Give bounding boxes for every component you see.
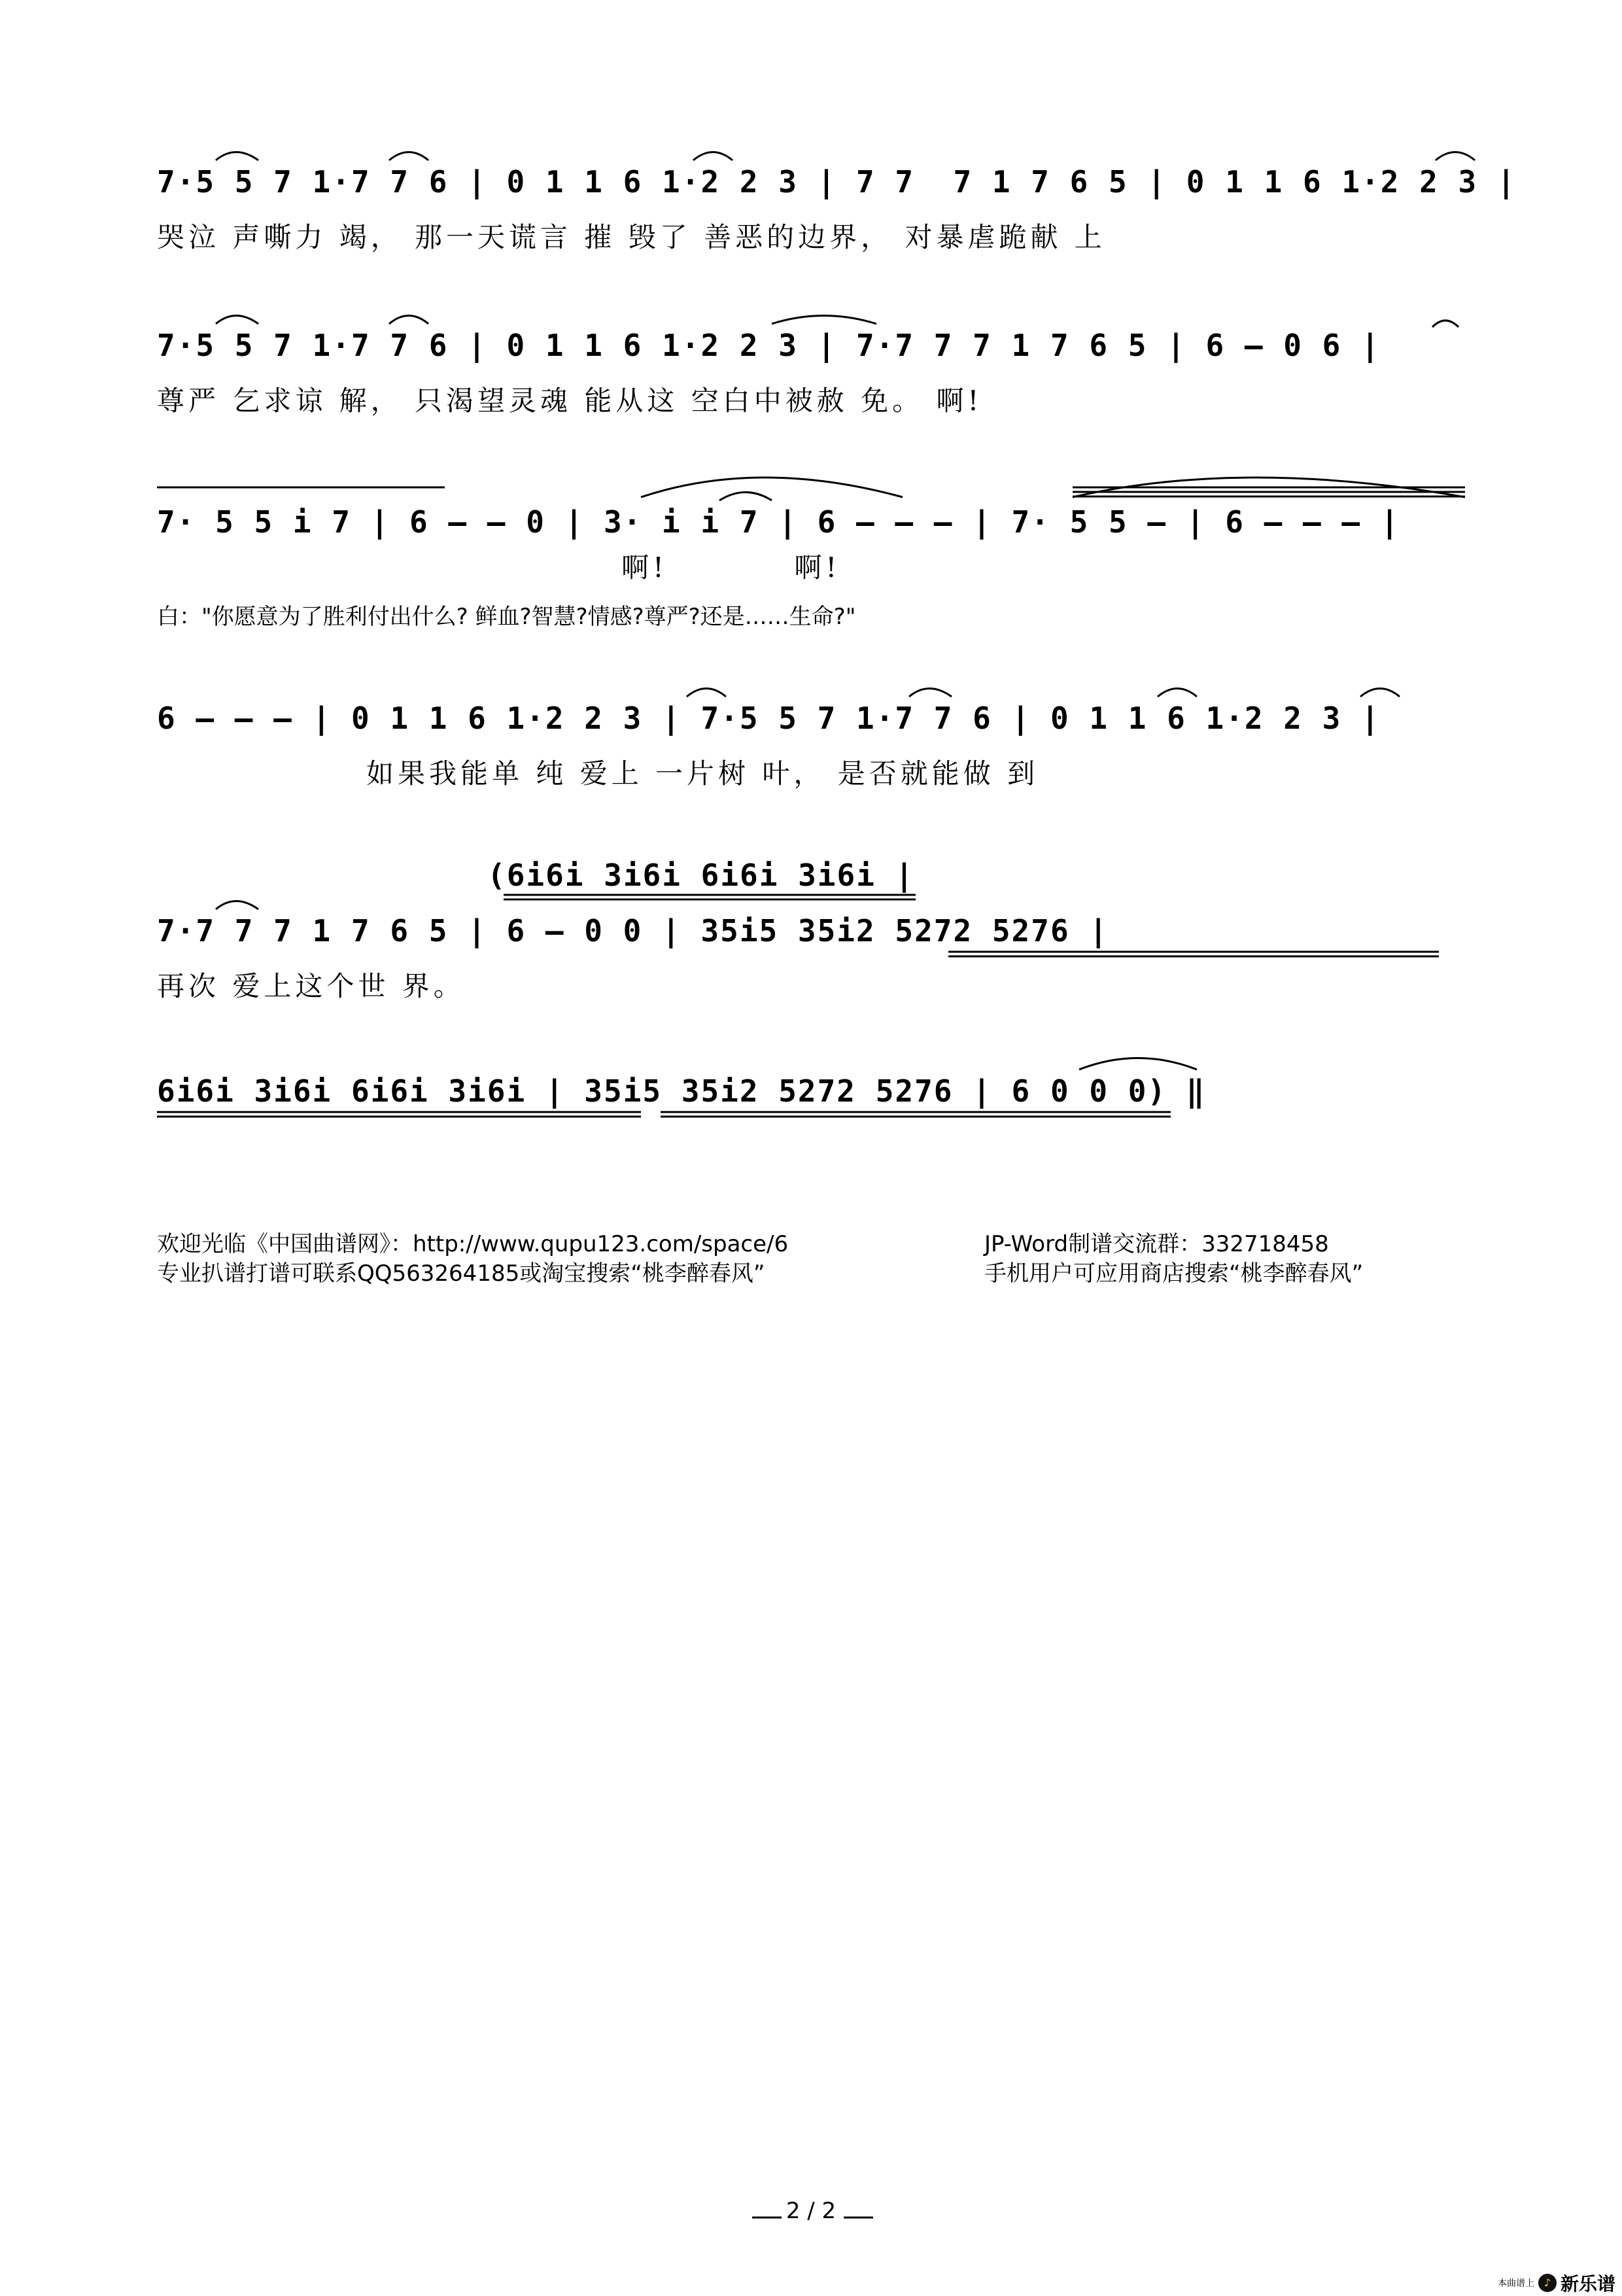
- slur-mark: [1079, 1058, 1197, 1070]
- lyrics-row-5: 再次 爱上这个世 界。: [157, 970, 465, 1002]
- slur-mark: [216, 901, 258, 910]
- logo-name: 新乐谱: [1561, 2273, 1616, 2295]
- long-slur: [641, 478, 903, 497]
- slur-mark: [389, 152, 428, 161]
- lyrics-row-1: 哭泣 声嘶力 竭， 那一天谎言 摧 毁了 善恶的边界， 对暴虐跪献 上: [157, 221, 1106, 253]
- notation-row-6: 6i6i 3i6i 6i6i 3i6i | 35i5 35i2 5272 5276 | 6 0 0 0) ‖: [157, 1073, 1206, 1109]
- lyrics-row-2: 尊严 乞求谅 解， 只渴望灵魂 能从这 空白中被赦 免。 啊!: [157, 385, 983, 417]
- slur-mark: [216, 316, 258, 324]
- slur-mark: [1432, 321, 1458, 327]
- footer-left-line1: 欢迎光临《中国曲谱网》：http://www.qupu123.com/space/6: [157, 1231, 789, 1257]
- slur-mark: [1360, 689, 1400, 697]
- long-slur: [1073, 478, 1465, 497]
- slur-mark: [216, 152, 258, 161]
- slur-mark: [693, 152, 733, 161]
- site-logo: [1498, 2270, 1615, 2296]
- notation-row-4: 6 – – – | 0 1 1 6 1·2 2 3 | 7·5 5 7 1·7 7 6 | 0 1 1 6 1·2 2 3 |: [157, 701, 1381, 736]
- slur-mark: [909, 689, 952, 697]
- logo-caption: 本曲谱上: [1498, 2278, 1534, 2289]
- lyrics-row-3: 啊! 啊!: [621, 551, 841, 583]
- notation-row-5: 7·7 7 7 1 7 6 5 | 6 – 0 0 | 35i5 35i2 5272 5276 |: [157, 913, 1109, 948]
- footer-right-line2: 手机用户可应用商店搜索“桃李醉春风”: [984, 1261, 1364, 1287]
- slur-mark: [1436, 152, 1475, 161]
- slur-mark: [1158, 689, 1197, 697]
- notation-row-5-upper: (6i6i 3i6i 6i6i 3i6i |: [487, 858, 915, 893]
- notation-row-3: 7· 5 5 i 7 | 6 – – 0 | 3· i i 7 | 6 – – – | 7· 5 5 – | 6 – – – |: [157, 504, 1400, 540]
- slur-mark: [389, 316, 428, 324]
- notation-row-1: 7·5 5 7 1·7 7 6 | 0 1 1 6 1·2 2 3 | 7 7 7 1 7 6 5 | 0 1 1 6 1·2 2 3 |: [157, 164, 1517, 200]
- slur-mark: [687, 689, 726, 697]
- footer-right-line1: JP-Word制谱交流群：332718458: [984, 1231, 1329, 1257]
- music-disc-icon: ♪: [1538, 2274, 1557, 2292]
- lyrics-row-4: 如果我能单 纯 爱上 一片树 叶， 是否就能做 到: [366, 757, 1039, 790]
- page-number: 2 / 2: [785, 2198, 837, 2224]
- notation-row-2: 7·5 5 7 1·7 7 6 | 0 1 1 6 1·2 2 3 | 7·7 7 7 1 7 6 5 | 6 – 0 6 |: [157, 328, 1381, 363]
- spoken-dialogue: 白："你愿意为了胜利付出什么? 鲜血?智慧?情感?尊严?还是……生命?": [157, 604, 856, 630]
- slur-mark: [772, 316, 876, 324]
- footer-left-line2: 专业扒谱打谱可联系QQ563264185或淘宝搜索“桃李醉春风”: [157, 1261, 765, 1287]
- slur-mark: [719, 493, 772, 501]
